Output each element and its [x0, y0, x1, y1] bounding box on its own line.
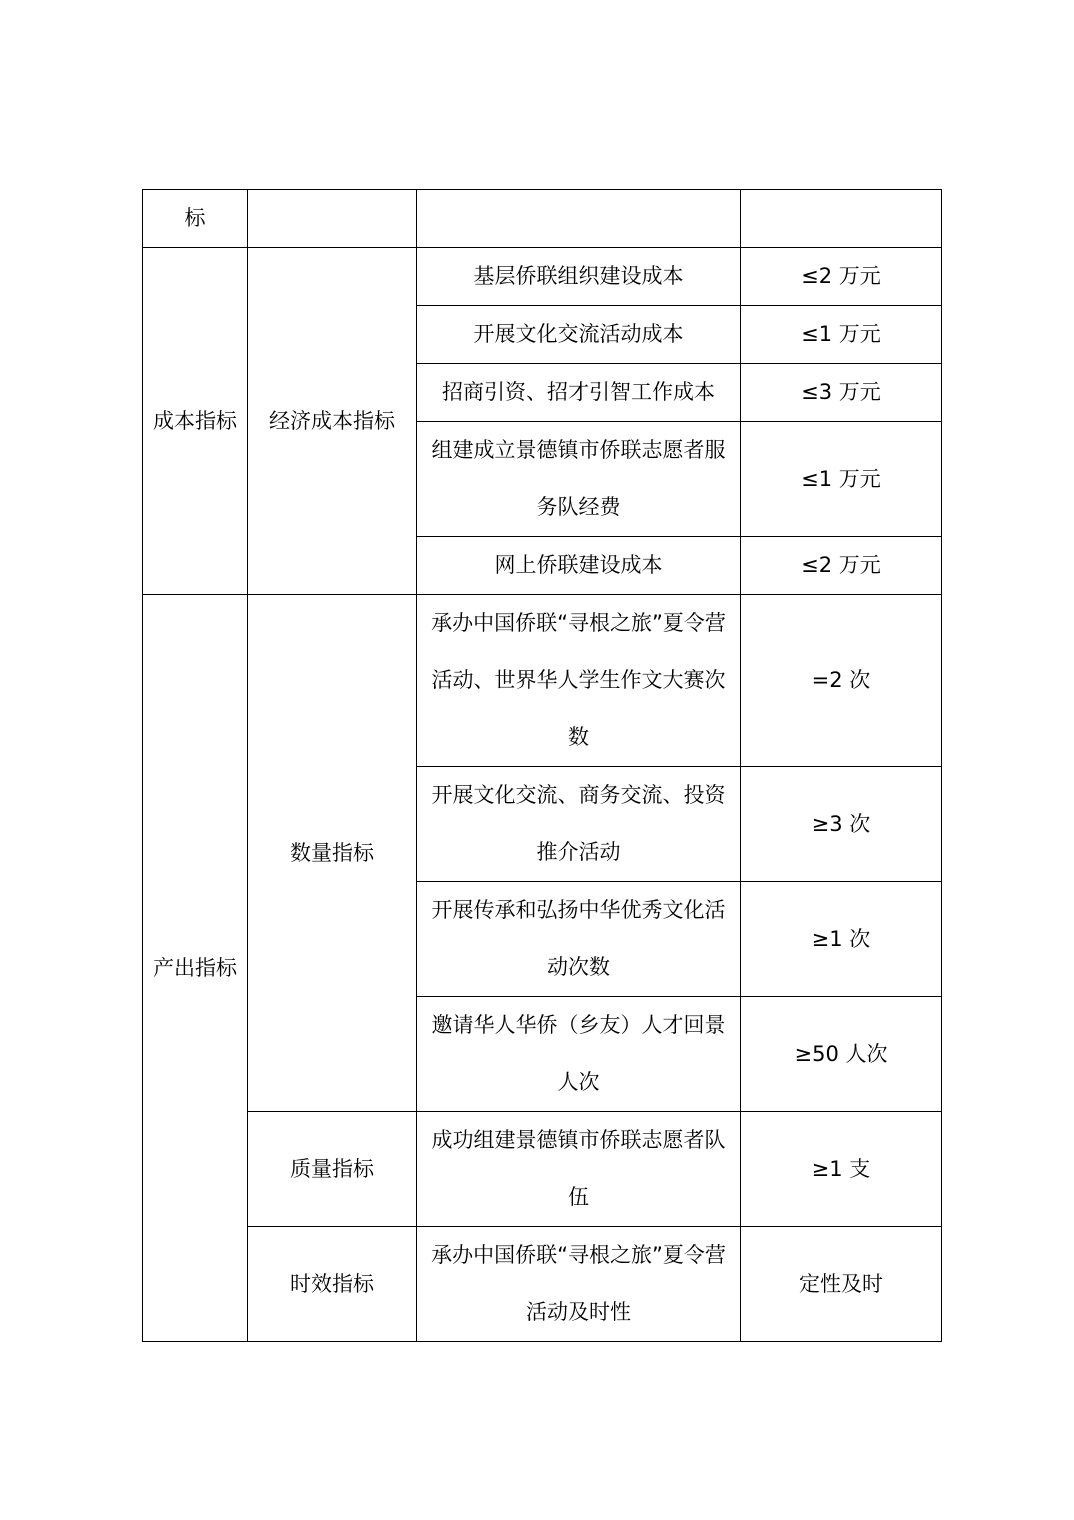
indicator-value-cell: =2 次 — [741, 595, 942, 767]
table-row — [143, 248, 942, 306]
level3-indicator-cell: 组建成立景德镇市侨联志愿者服务队经费 — [417, 422, 741, 537]
level2-indicator-cell: 质量指标 — [248, 1112, 417, 1227]
indicator-value-cell: ≥1 次 — [741, 882, 942, 997]
level3-indicator-cell: 邀请华人华侨（乡友）人才回景人次 — [417, 997, 741, 1112]
level3-indicator-cell: 开展文化交流活动成本 — [417, 306, 741, 364]
level1-indicator-cell: 产出指标 — [143, 595, 248, 1342]
level3-indicator-cell: 承办中国侨联“寻根之旅”夏令营活动及时性 — [417, 1227, 741, 1342]
indicator-value-cell: ≤2 万元 — [741, 537, 942, 595]
level2-indicator-cell — [248, 190, 417, 248]
indicator-value-cell: ≤2 万元 — [741, 248, 942, 306]
indicator-value-cell: ≥1 支 — [741, 1112, 942, 1227]
level3-indicator-cell: 开展文化交流、商务交流、投资推介活动 — [417, 767, 741, 882]
indicator-value-cell: ≤3 万元 — [741, 364, 942, 422]
indicator-value-cell: ≥50 人次 — [741, 997, 942, 1112]
table-row — [143, 1112, 942, 1227]
indicator-value-cell: ≤1 万元 — [741, 422, 942, 537]
indicator-value-cell: ≤1 万元 — [741, 306, 942, 364]
indicator-value-cell: ≥3 次 — [741, 767, 942, 882]
level3-indicator-cell — [417, 190, 741, 248]
indicator-value-cell: 定性及时 — [741, 1227, 942, 1342]
level3-indicator-cell: 承办中国侨联“寻根之旅”夏令营活动、世界华人学生作文大赛次数 — [417, 595, 741, 767]
level3-indicator-cell: 网上侨联建设成本 — [417, 537, 741, 595]
level1-indicator-cell: 成本指标 — [143, 248, 248, 595]
table-row — [143, 1227, 942, 1342]
table-row — [143, 595, 942, 767]
level1-indicator-cell: 标 — [143, 190, 248, 248]
level3-indicator-cell: 开展传承和弘扬中华优秀文化活动次数 — [417, 882, 741, 997]
indicator-value-cell — [741, 190, 942, 248]
level3-indicator-cell: 成功组建景德镇市侨联志愿者队伍 — [417, 1112, 741, 1227]
level3-indicator-cell: 基层侨联组织建设成本 — [417, 248, 741, 306]
level2-indicator-cell: 时效指标 — [248, 1227, 417, 1342]
level2-indicator-cell: 数量指标 — [248, 595, 417, 1112]
table-row — [143, 190, 942, 248]
level2-indicator-cell: 经济成本指标 — [248, 248, 417, 595]
performance-indicator-table — [142, 189, 942, 1342]
level3-indicator-cell: 招商引资、招才引智工作成本 — [417, 364, 741, 422]
